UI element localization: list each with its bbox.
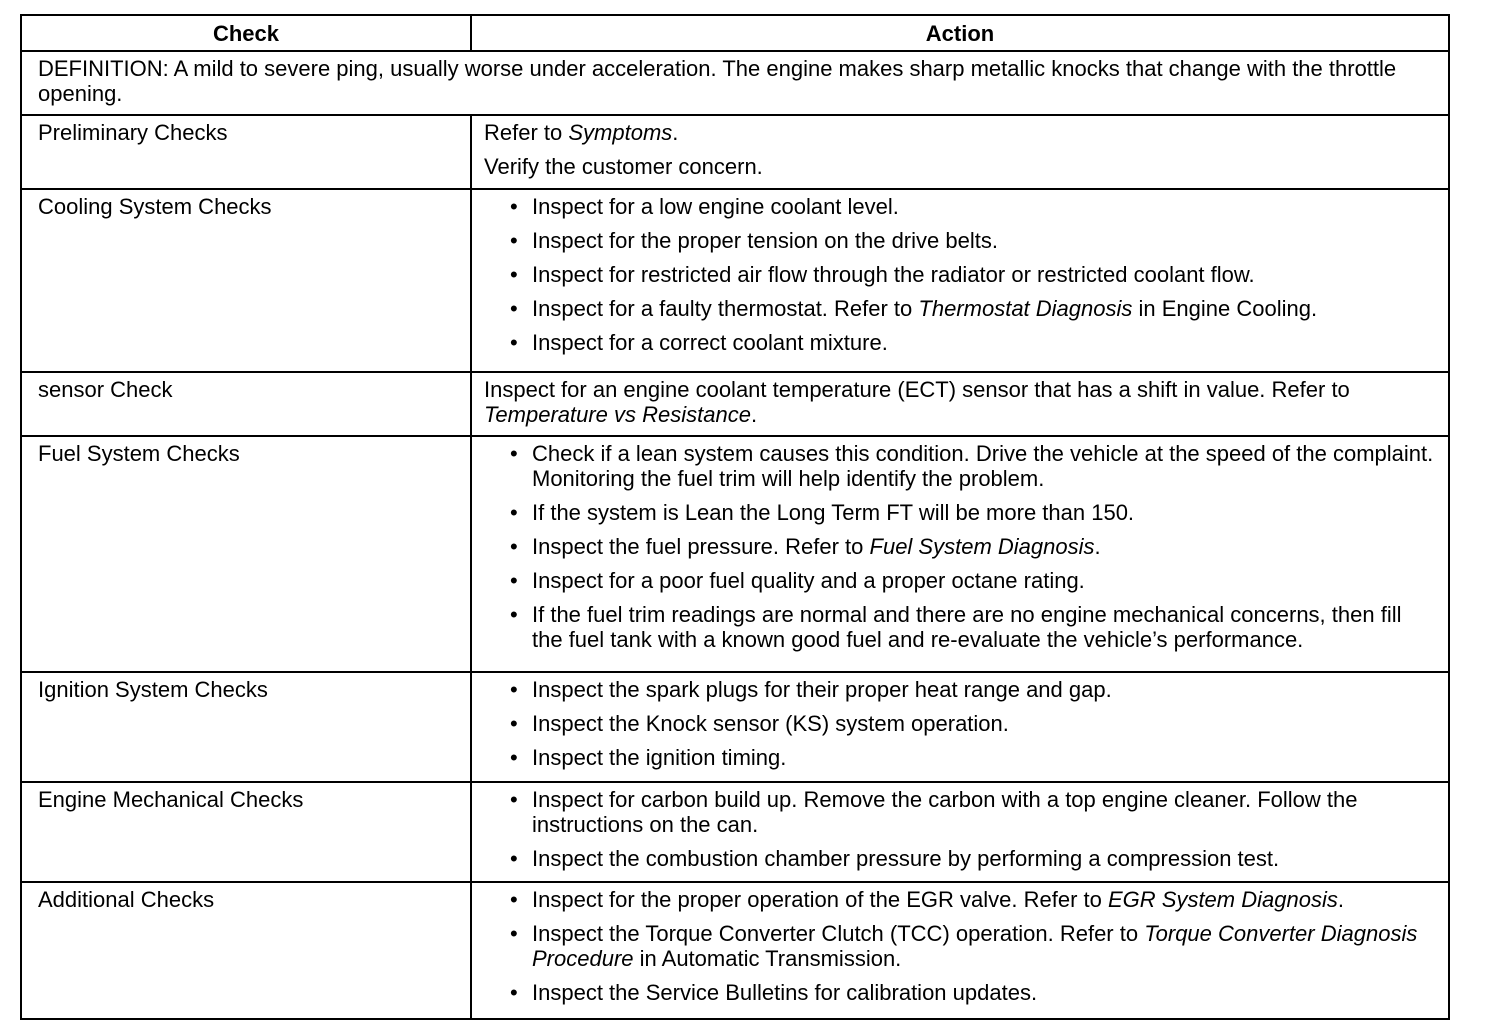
- bullet-icon: •: [510, 261, 518, 287]
- action-paragraphs: [484, 120, 1438, 179]
- action-text: in Engine Cooling.: [1132, 295, 1318, 321]
- table-row: [21, 882, 1449, 1019]
- list-item: [484, 228, 1438, 253]
- action-cell: [471, 189, 1449, 372]
- action-text: .: [1337, 887, 1344, 913]
- action-text: .: [750, 401, 758, 427]
- action-text: Inspect the fuel pressure. Refer to: [532, 533, 870, 559]
- reference-text: EGR System Diagnosis: [1107, 887, 1338, 913]
- action-cell: [471, 882, 1449, 1019]
- action-text: Inspect for the proper operation of the EGR valve. Refer to: [532, 887, 1108, 913]
- reference-text: Temperature vs Resistance: [484, 401, 751, 427]
- bullet-icon: •: [510, 887, 518, 913]
- check-cell: Engine Mechanical Checks: [21, 782, 471, 882]
- action-cell: [471, 436, 1449, 672]
- reference-text: Torque Converter Diagnosis Procedure: [532, 921, 1418, 972]
- bullet-icon: •: [510, 980, 518, 1006]
- action-text: Inspect for carbon build up. Remove the carbon with a top engine cleaner. Follow the instructions on the can.: [532, 786, 1358, 837]
- action-text: Inspect the spark plugs for their proper heat range and gap.: [532, 676, 1112, 702]
- action-cell: [471, 372, 1449, 436]
- bullet-icon: •: [510, 601, 518, 627]
- header-row: [21, 15, 1449, 51]
- header-action: Action: [471, 15, 1449, 51]
- action-list: [484, 677, 1438, 770]
- reference-text: Fuel System Diagnosis: [869, 533, 1095, 559]
- bullet-icon: •: [510, 676, 518, 702]
- list-item: [484, 711, 1438, 736]
- action-cell: [471, 782, 1449, 882]
- diagnostic-table: [20, 14, 1450, 1020]
- action-text: Inspect for a low engine coolant level.: [532, 193, 899, 219]
- action-text: Inspect for the proper tension on the drive belts.: [532, 227, 998, 253]
- list-item: [484, 921, 1438, 971]
- action-text: Inspect the Service Bulletins for calibration updates.: [532, 980, 1038, 1006]
- bullet-icon: •: [510, 329, 518, 355]
- reference-text: Thermostat Diagnosis: [918, 295, 1133, 321]
- action-text: Inspect the ignition timing.: [532, 744, 787, 770]
- check-cell: sensor Check: [21, 372, 471, 436]
- bullet-icon: •: [510, 921, 518, 947]
- list-item: [484, 846, 1438, 871]
- action-paragraph: [484, 377, 1438, 427]
- action-text: Check if a lean system causes this condition. Drive the vehicle at the speed of the complaint. Monitoring the fuel trim will help identify the problem.: [532, 440, 1434, 491]
- check-cell: Cooling System Checks: [21, 189, 471, 372]
- action-text: Inspect for restricted air flow through the radiator or restricted coolant flow.: [532, 261, 1255, 287]
- action-list: [484, 194, 1438, 355]
- list-item: [484, 500, 1438, 525]
- bullet-icon: •: [510, 567, 518, 593]
- table-body: [21, 51, 1449, 1019]
- list-item: [484, 787, 1438, 837]
- definition-text: DEFINITION: A mild to severe ping, usually worse under acceleration. The engine makes sharp metallic knocks that change with the throttle opening.: [21, 51, 1449, 115]
- action-text: If the system is Lean the Long Term FT will be more than 150.: [532, 499, 1135, 525]
- list-item: [484, 980, 1438, 1005]
- action-text: Inspect the Torque Converter Clutch (TCC) operation. Refer to: [532, 921, 1145, 947]
- action-text: Inspect for a correct coolant mixture.: [532, 329, 888, 355]
- action-text: Inspect for a poor fuel quality and a proper octane rating.: [532, 567, 1085, 593]
- list-item: [484, 887, 1438, 912]
- action-text: Inspect for a faulty thermostat. Refer to: [532, 295, 919, 321]
- bullet-icon: •: [510, 710, 518, 736]
- action-text: Inspect the combustion chamber pressure by performing a compression test.: [532, 845, 1280, 871]
- action-list: [484, 441, 1438, 652]
- action-text: in Automatic Transmission.: [633, 946, 902, 972]
- bullet-icon: •: [510, 499, 518, 525]
- action-cell: [471, 672, 1449, 782]
- action-paragraphs: [484, 377, 1438, 427]
- list-item: [484, 602, 1438, 652]
- table-row: [21, 782, 1449, 882]
- bullet-icon: •: [510, 845, 518, 871]
- list-item: [484, 296, 1438, 321]
- bullet-icon: •: [510, 744, 518, 770]
- bullet-icon: •: [510, 193, 518, 219]
- action-text: If the fuel trim readings are normal and there are no engine mechanical concerns, then fill the fuel tank with a known good fuel and re-evaluate the vehicle’s performance.: [532, 601, 1402, 652]
- check-cell: Preliminary Checks: [21, 115, 471, 189]
- table-row: [21, 372, 1449, 436]
- action-list: [484, 787, 1438, 871]
- action-paragraph: [484, 120, 1438, 145]
- action-cell: [471, 115, 1449, 189]
- table-row: [21, 189, 1449, 372]
- list-item: [484, 194, 1438, 219]
- list-item: [484, 534, 1438, 559]
- header-check: Check: [21, 15, 471, 51]
- reference-text: Symptoms: [568, 120, 673, 146]
- action-text: .: [1094, 533, 1101, 559]
- list-item: [484, 441, 1438, 491]
- bullet-icon: •: [510, 227, 518, 253]
- bullet-icon: •: [510, 533, 518, 559]
- check-cell: Fuel System Checks: [21, 436, 471, 672]
- action-text: .: [672, 120, 679, 146]
- check-cell: Ignition System Checks: [21, 672, 471, 782]
- list-item: [484, 330, 1438, 355]
- list-item: [484, 262, 1438, 287]
- table-row: [21, 436, 1449, 672]
- action-text: Inspect for an engine coolant temperature (ECT) sensor that has a shift in value. Refer to: [484, 376, 1350, 402]
- table-row: [21, 672, 1449, 782]
- bullet-icon: •: [510, 295, 518, 321]
- check-cell: Additional Checks: [21, 882, 471, 1019]
- bullet-icon: •: [510, 440, 518, 466]
- action-text: Verify the customer concern.: [484, 154, 763, 180]
- action-paragraph: [484, 154, 1438, 179]
- definition-row: [21, 51, 1449, 115]
- list-item: [484, 677, 1438, 702]
- action-text: Inspect the Knock sensor (KS) system operation.: [532, 710, 1009, 736]
- bullet-icon: •: [510, 786, 518, 812]
- table-row: [21, 115, 1449, 189]
- list-item: [484, 745, 1438, 770]
- list-item: [484, 568, 1438, 593]
- action-list: [484, 887, 1438, 1005]
- action-text: Refer to: [484, 120, 569, 146]
